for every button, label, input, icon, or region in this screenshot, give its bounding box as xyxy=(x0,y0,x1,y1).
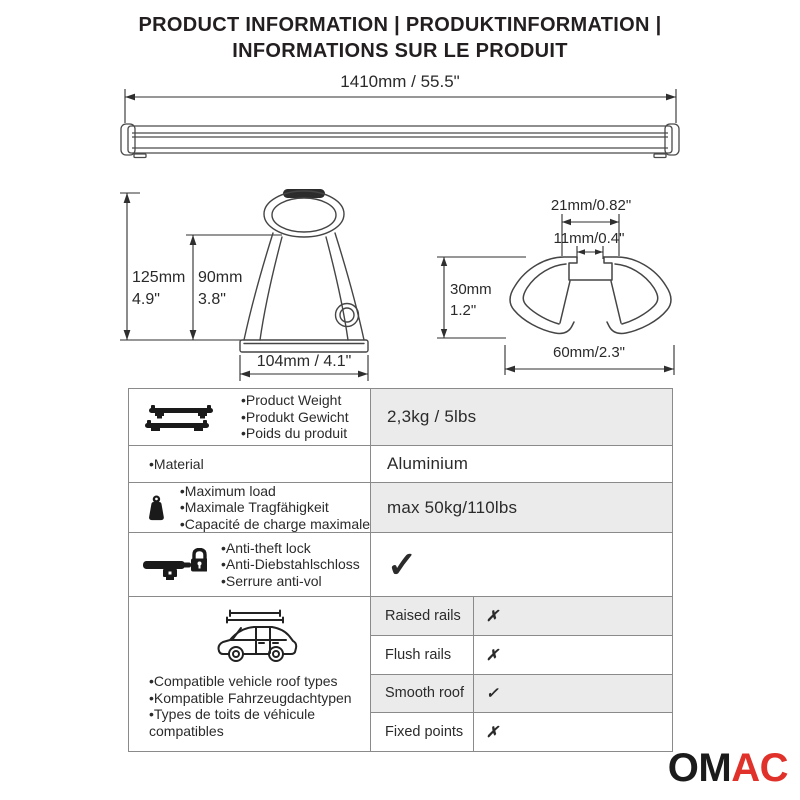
crossbar-length-drawing xyxy=(100,74,700,162)
label-line: •Anti-Diebstahlschloss xyxy=(221,556,360,573)
page-title-line2: INFORMATIONS SUR LE PRODUIT xyxy=(232,40,568,62)
label-line: •Produkt Gewicht xyxy=(241,408,349,425)
arrowhead-right xyxy=(666,94,676,101)
table-row-product-weight xyxy=(129,389,672,445)
label-line: •Maximale Tragfähigkeit xyxy=(179,499,329,516)
subrow-raised-rails xyxy=(371,597,672,635)
material-label-cell xyxy=(129,446,371,482)
raised-rails-label: Raised rails xyxy=(371,597,474,635)
roof-types-labels xyxy=(149,673,364,739)
material-value: Aluminium xyxy=(387,454,469,473)
omac-logo-black: OM xyxy=(667,746,732,790)
profile-height-in: 1.2" xyxy=(450,302,477,319)
page-title xyxy=(0,12,800,64)
label-line: •Kompatible Fahrzeugdachtypen xyxy=(149,689,352,706)
label-line: •Anti-theft lock xyxy=(221,539,311,556)
table-row-max-load xyxy=(129,482,672,532)
foot-drawing xyxy=(110,183,405,383)
foot-outline xyxy=(240,189,368,352)
omac-logo-red: AC xyxy=(731,746,788,790)
crossbar-length-label: 1410mm / 55.5" xyxy=(340,74,460,91)
profile-height-mm: 30mm xyxy=(450,281,492,298)
table-row-anti-theft xyxy=(129,532,672,596)
label-line: •Types de toits de véhicule compatibles xyxy=(149,706,315,739)
max-load-labels xyxy=(180,483,370,533)
foot-body-height-mm: 90mm xyxy=(198,269,243,286)
roof-types-subtable xyxy=(371,597,672,751)
lock-icon xyxy=(143,548,207,582)
table-row-material xyxy=(129,445,672,482)
weight-icon xyxy=(145,489,168,527)
label-line: •Maximum load xyxy=(179,482,276,499)
profile-outline xyxy=(510,257,671,333)
product-weight-label-cell xyxy=(129,389,371,445)
max-load-value: max 50kg/110lbs xyxy=(371,483,672,532)
smooth-roof-value: ✓ xyxy=(486,685,499,703)
label-line: •Product Weight xyxy=(241,392,342,409)
raised-rails-value: ✗ xyxy=(486,607,499,625)
page-title-line1: PRODUCT INFORMATION | PRODUKTINFORMATION | xyxy=(138,14,662,36)
fixed-points-value: ✗ xyxy=(486,724,499,742)
flush-rails-label: Flush rails xyxy=(371,636,474,674)
roof-types-label-cell xyxy=(129,597,371,751)
omac-logo xyxy=(668,748,788,788)
label-line: •Serrure anti-vol xyxy=(221,572,322,589)
anti-theft-label-cell xyxy=(129,533,371,596)
profile-top-width-label: 21mm/0.82" xyxy=(550,197,632,214)
product-weight-labels xyxy=(241,392,349,442)
label-line: •Material xyxy=(149,455,204,472)
fixed-points-label: Fixed points xyxy=(371,713,474,751)
subrow-fixed-points xyxy=(371,712,672,751)
car-icon xyxy=(214,609,300,667)
arrowhead-left xyxy=(125,94,135,101)
foot-total-height-in: 4.9" xyxy=(132,291,160,308)
flush-rails-value: ✗ xyxy=(486,646,499,664)
anti-theft-labels xyxy=(221,540,360,590)
subrow-flush-rails xyxy=(371,635,672,674)
table-row-roof-types xyxy=(129,596,672,751)
material-labels xyxy=(149,456,204,473)
anti-theft-checkmark: ✓ xyxy=(387,543,418,585)
product-weight-value: 2,3kg / 5lbs xyxy=(371,389,672,445)
foot-body-height-in: 3.8" xyxy=(198,291,226,308)
profile-width-label: 60mm/2.3" xyxy=(552,344,626,361)
spec-table xyxy=(128,388,673,752)
label-line: •Compatible vehicle roof types xyxy=(149,673,338,689)
crossbar-outline xyxy=(121,124,679,158)
smooth-roof-label: Smooth roof xyxy=(371,675,474,713)
crossbar-dimension-arrow xyxy=(125,89,676,123)
label-line: •Poids du produit xyxy=(241,425,348,442)
label-line: •Capacité de charge maximale xyxy=(179,515,370,532)
subrow-smooth-roof xyxy=(371,674,672,713)
foot-base-width-label: 104mm / 4.1" xyxy=(256,353,352,370)
profile-slot-width-label: 11mm/0.4" xyxy=(553,230,625,247)
foot-total-height-mm: 125mm xyxy=(132,269,186,286)
crossbars-icon xyxy=(145,402,217,432)
profile-drawing xyxy=(428,193,688,381)
max-load-label-cell xyxy=(129,483,371,532)
